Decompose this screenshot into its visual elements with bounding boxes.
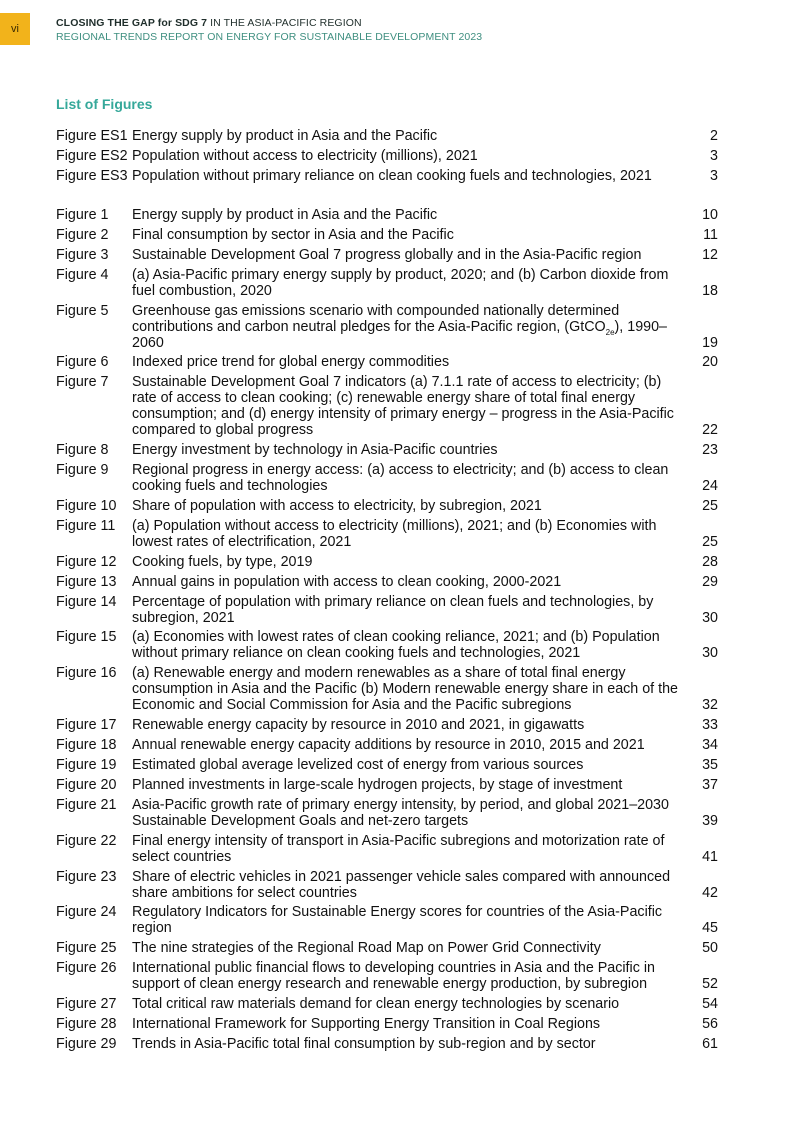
- figure-entry[interactable]: [56, 148, 718, 164]
- figure-title: Final consumption by sector in Asia and the Pacific: [132, 226, 454, 243]
- figure-title: [132, 303, 688, 351]
- figure-number: Figure 2: [56, 226, 109, 243]
- figure-title: Cooking fuels, by type, 2019: [132, 553, 313, 570]
- figure-page-number: 22: [702, 422, 718, 439]
- figure-number: Figure 20: [56, 776, 117, 793]
- figure-entry[interactable]: [56, 442, 718, 458]
- figure-entry[interactable]: [56, 940, 718, 956]
- figure-number: Figure 18: [56, 737, 117, 754]
- figure-title: (a) Renewable energy and modern renewables as a share of total final energy consumption in Asia and the Pacific (b) Modern renewable energy share in each of the Economic and Social Commission for Asia and the Pacific subregions: [132, 665, 678, 714]
- figure-number: Figure 7: [56, 374, 109, 391]
- figure-entry[interactable]: [56, 168, 718, 184]
- figure-entry[interactable]: [56, 554, 718, 570]
- figure-title: Regional progress in energy access: (a) access to electricity; and (b) access to clean cooking fuels and technologies: [132, 462, 669, 495]
- figure-page-number: 50: [702, 940, 718, 957]
- figure-entry[interactable]: [56, 227, 718, 243]
- figure-entry[interactable]: [56, 833, 718, 865]
- figure-entry[interactable]: [56, 869, 718, 901]
- figure-number: Figure 23: [56, 868, 117, 885]
- figure-title-part: ), 1990–2060: [132, 318, 668, 351]
- figure-page-number: 25: [702, 498, 718, 515]
- figure-number: Figure ES3: [56, 167, 128, 184]
- figure-title: Energy supply by product in Asia and the Pacific: [132, 207, 438, 223]
- figure-title-part: Greenhouse gas emissions scenario with compounded nationally determined contributions and carbon neutral pledges for the Asia-Pacific region, (GtCO: [132, 302, 620, 335]
- figure-number: Figure 10: [56, 498, 117, 515]
- figure-number: Figure 27: [56, 996, 117, 1013]
- figure-number: Figure 6: [56, 354, 109, 371]
- figure-page-number: 29: [702, 573, 718, 590]
- list-of-figures-heading: List of Figures: [56, 96, 153, 112]
- figure-title: (a) Asia-Pacific primary energy supply by product, 2020; and (b) Carbon dioxide from fuel combustion, 2020: [132, 266, 669, 299]
- figure-number: Figure 26: [56, 960, 117, 977]
- figure-title: Population without access to electricity (millions), 2021: [132, 147, 478, 164]
- figure-number: Figure 19: [56, 757, 117, 774]
- header-title: [56, 17, 482, 29]
- figure-number: Figure 11: [56, 517, 116, 534]
- figure-page-number: 12: [702, 246, 718, 263]
- figure-entry[interactable]: [56, 462, 718, 494]
- figure-page-number: 35: [702, 757, 718, 774]
- figure-entry[interactable]: [56, 960, 718, 992]
- figure-page-number: 32: [702, 697, 718, 714]
- figure-number: Figure 12: [56, 553, 117, 570]
- figure-title: International public financial flows to developing countries in Asia and the Pacific in support of clean energy research and renewable energy production, by subregion: [132, 960, 655, 993]
- figure-title: Sustainable Development Goal 7 progress globally and in the Asia-Pacific region: [132, 246, 642, 263]
- header-title-bold: CLOSING THE GAP for SDG 7: [56, 17, 208, 29]
- figure-entry[interactable]: [56, 303, 718, 351]
- figure-page-number: 37: [702, 776, 718, 793]
- figure-page-number: 61: [702, 1035, 718, 1052]
- figure-title: Indexed price trend for global energy commodities: [132, 354, 450, 371]
- figure-entry[interactable]: [56, 354, 718, 370]
- figure-entry[interactable]: [56, 207, 718, 223]
- figure-page-number: 18: [702, 282, 718, 299]
- figure-number: Figure 22: [56, 832, 117, 849]
- figure-entry[interactable]: [56, 904, 718, 936]
- figure-title: Planned investments in large-scale hydrogen projects, by stage of investment: [132, 776, 623, 793]
- figure-page-number: 54: [702, 996, 718, 1013]
- figure-title: Renewable energy capacity by resource in 2010 and 2021, in gigawatts: [132, 717, 585, 734]
- figure-page-number: 42: [702, 884, 718, 901]
- figure-number: Figure 15: [56, 629, 117, 646]
- figure-entry[interactable]: [56, 1016, 718, 1032]
- figure-page-number: 33: [702, 717, 718, 734]
- figure-entry[interactable]: [56, 797, 718, 829]
- figure-entry[interactable]: [56, 757, 718, 773]
- header-title-rest: IN THE ASIA-PACIFIC REGION: [207, 17, 362, 29]
- figure-number: Figure 5: [56, 302, 109, 319]
- figure-entry[interactable]: [56, 594, 718, 626]
- figure-entry[interactable]: [56, 665, 718, 713]
- figure-page-number: 56: [702, 1016, 718, 1033]
- figure-number: Figure 29: [56, 1035, 117, 1052]
- figure-title: Total critical raw materials demand for clean energy technologies by scenario: [132, 996, 620, 1013]
- figure-number: Figure 13: [56, 573, 117, 590]
- figure-list: [56, 207, 718, 1056]
- figure-title: Energy supply by product in Asia and the Pacific: [132, 128, 438, 144]
- page-number-badge: vi: [0, 13, 30, 45]
- figure-entry[interactable]: [56, 737, 718, 753]
- figure-entry[interactable]: [56, 996, 718, 1012]
- figure-title: Sustainable Development Goal 7 indicators (a) 7.1.1 rate of access to electricity; (b) rate of access to clean cooking; (c) renewable energy share of total final energy consumption; and (d) energy intensity of primary energy – progress in the Asia-Pacific compared to global progress: [132, 374, 674, 439]
- executive-summary-figure-list: [56, 128, 718, 188]
- figure-title: Annual gains in population with access to clean cooking, 2000-2021: [132, 573, 562, 590]
- figure-page-number: 24: [702, 478, 718, 495]
- figure-page-number: 45: [702, 920, 718, 937]
- figure-page-number: 30: [702, 609, 718, 626]
- figure-entry[interactable]: [56, 574, 718, 590]
- figure-title: Regulatory Indicators for Sustainable Energy scores for countries of the Asia-Pacific region: [132, 904, 663, 937]
- figure-title: Annual renewable energy capacity additions by resource in 2010, 2015 and 2021: [132, 737, 645, 754]
- figure-page-number: 34: [702, 737, 718, 754]
- figure-number: Figure 1: [56, 207, 109, 223]
- figure-title: (a) Economies with lowest rates of clean cooking reliance, 2021; and (b) Population without primary reliance on clean cooking fuels and technologies, 2021: [132, 629, 660, 662]
- figure-title: International Framework for Supporting Energy Transition in Coal Regions: [132, 1016, 601, 1033]
- header-subtitle: REGIONAL TRENDS REPORT ON ENERGY FOR SUSTAINABLE DEVELOPMENT 2023: [56, 31, 483, 43]
- figure-page-number: 39: [702, 812, 718, 829]
- figure-number: Figure 25: [56, 940, 117, 957]
- figure-entry[interactable]: [56, 1036, 718, 1052]
- figure-title-subscript: 2e: [605, 327, 615, 337]
- figure-number: Figure 3: [56, 246, 109, 263]
- figure-entry[interactable]: [56, 247, 718, 263]
- figure-title: Percentage of population with primary reliance on clean fuels and technologies, by subregion, 2021: [132, 593, 654, 626]
- figure-number: Figure 21: [56, 796, 117, 813]
- figure-number: Figure ES2: [56, 147, 128, 164]
- figure-page-number: 20: [702, 354, 718, 371]
- figure-page-number: 52: [702, 976, 718, 993]
- figure-entry[interactable]: [56, 518, 718, 550]
- figure-title: Estimated global average levelized cost of energy from various sources: [132, 757, 584, 774]
- figure-title: Final energy intensity of transport in Asia-Pacific subregions and motorization rate of select countries: [132, 832, 665, 865]
- figure-number: Figure 28: [56, 1016, 117, 1033]
- figure-title: Trends in Asia-Pacific total final consumption by sub-region and by sector: [132, 1035, 596, 1052]
- figure-title: Population without primary reliance on clean cooking fuels and technologies, 2021: [132, 167, 652, 184]
- figure-number: Figure 24: [56, 904, 117, 921]
- figure-page-number: 2: [710, 128, 718, 144]
- figure-title: Energy investment by technology in Asia-Pacific countries: [132, 442, 498, 459]
- figure-number: Figure 8: [56, 442, 109, 459]
- figure-entry[interactable]: [56, 498, 718, 514]
- figure-title: Share of electric vehicles in 2021 passenger vehicle sales compared with announced share ambitions for select countries: [132, 868, 671, 901]
- figure-page-number: 11: [703, 226, 718, 243]
- figure-entry[interactable]: [56, 267, 718, 299]
- figure-entry[interactable]: [56, 629, 718, 661]
- figure-number: Figure 17: [56, 717, 117, 734]
- running-header: [56, 17, 482, 43]
- figure-number: Figure ES1: [56, 128, 128, 144]
- figure-page-number: 25: [702, 533, 718, 550]
- figure-number: Figure 14: [56, 593, 117, 610]
- figure-page-number: 28: [702, 553, 718, 570]
- figure-title: The nine strategies of the Regional Road Map on Power Grid Connectivity: [132, 940, 601, 957]
- figure-title: Asia-Pacific growth rate of primary energy intensity, by period, and global 2021–2030 Sustainable Development Goals and net-zero targets: [132, 796, 669, 829]
- figure-number: Figure 9: [56, 462, 109, 479]
- figure-page-number: 3: [710, 147, 718, 164]
- figure-title: (a) Population without access to electricity (millions), 2021; and (b) Economies with lowest rates of electrification, 2021: [132, 517, 657, 550]
- figure-page-number: 10: [702, 207, 718, 223]
- figure-entry[interactable]: [56, 777, 718, 793]
- figure-page-number: 19: [702, 334, 718, 351]
- figure-entry[interactable]: [56, 717, 718, 733]
- figure-entry[interactable]: [56, 374, 718, 438]
- figure-page-number: 23: [702, 442, 718, 459]
- figure-entry[interactable]: [56, 128, 718, 144]
- figure-page-number: 41: [702, 848, 718, 865]
- figure-page-number: 3: [710, 167, 718, 184]
- figure-page-number: 30: [702, 645, 718, 662]
- figure-number: Figure 16: [56, 665, 117, 682]
- figure-title: Share of population with access to electricity, by subregion, 2021: [132, 498, 542, 515]
- figure-number: Figure 4: [56, 266, 109, 283]
